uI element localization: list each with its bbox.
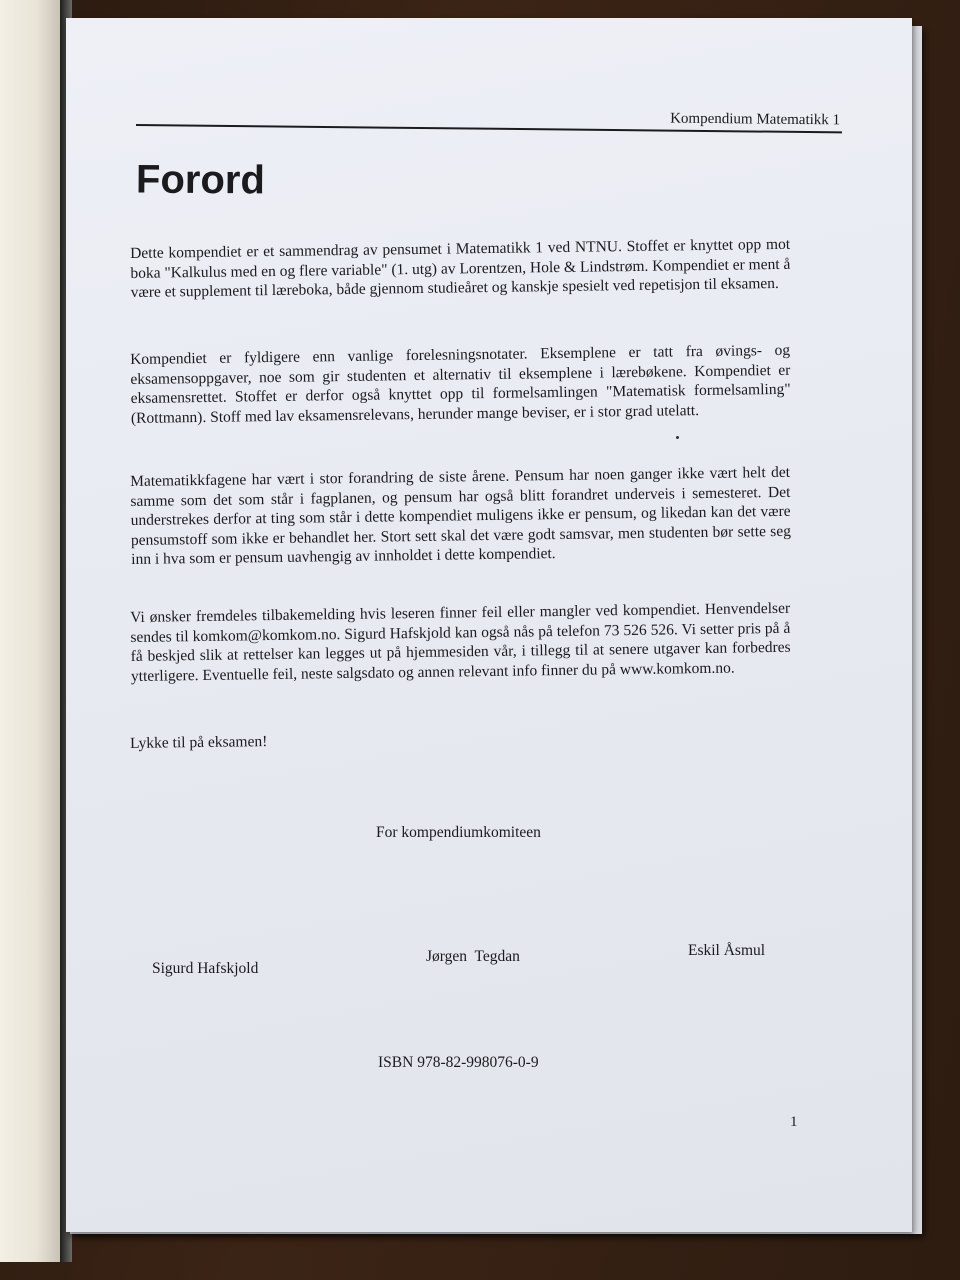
page-number: 1 <box>790 1114 798 1130</box>
signature-name: Sigurd Hafskjold <box>152 960 259 977</box>
left-page <box>0 0 62 1262</box>
paragraph-3: Matematikkfagene har vært i stor forandring de siste årene. Pensum har noen ganger ikke vært helt det samme som det som står i fagplanen, og pensum har også blitt forandret underveis i semesteret. Det understrekes derfor at ting som står i dette kompendiet muligens ikke er pensum, og likedan kan det være pensumstoff som ikke er behandlet her. Stort sett skal det være godt samsvar, men studenten bør sette seg inn i hva som er pensum uavhengig av innholdet i dette kompendiet. <box>130 463 792 568</box>
signature-name: Eskil Åsmul <box>688 942 766 959</box>
closing-line: Lykke til på eksamen! <box>129 733 268 752</box>
signature-name: Jørgen Tegdan <box>426 948 520 965</box>
running-header <box>136 102 842 133</box>
header-title: Kompendium Matematikk 1 <box>670 110 841 129</box>
committee-line: For kompendiumkomiteen <box>376 824 541 841</box>
paragraph-2: Kompendiet er fyldigere enn vanlige forelesningsnotater. Eksemplene er tatt fra øvings- og eksamensoppgaver, noe som gir studenten et alternativ til eksemplene i lærebøkene. Kompendiet er eksamensrettet. Stoffet er derfor også knyttet opp til formelsamlingen "Matematisk formelsamling" (Rottmann). Stoff med lav eksamensrelevans, herunder mange beviser, er i stor grad utelatt. <box>130 341 791 427</box>
page-title: Forord <box>135 157 266 203</box>
paragraph-4: Vi ønsker fremdeles tilbakemelding hvis leseren finner feil eller mangler ved kompendiet. Henvendelser sendes til komkom@komkom.no. Sigurd Hafskjold kan også nås på telefon 73 526 526. Vi setter pris på å få beskjed slik at rettelser kan legges ut på hjemmesiden vår, i tillegg til at senere utgaver kan forbedres ytterligere. Eventuelle feil, neste salgsdato og annen relevant info finner du på www.komkom.no. <box>130 599 791 685</box>
isbn: ISBN 978-82-998076-0-9 <box>378 1054 539 1071</box>
document-page <box>66 18 912 1232</box>
paragraph-1: Dette kompendiet er et sammendrag av pensumet i Matematikk 1 ved NTNU. Stoffet er knyttet opp mot boka "Kalkulus med en og flere variable" (1. utg) av Lorentzen, Hole & Lindstrøm. Kompendiet er ment å være et supplement til læreboka, både gjennom studieåret og kanskje spesielt ved repetisjon til eksamen. <box>130 235 791 301</box>
ink-speck <box>676 436 679 439</box>
